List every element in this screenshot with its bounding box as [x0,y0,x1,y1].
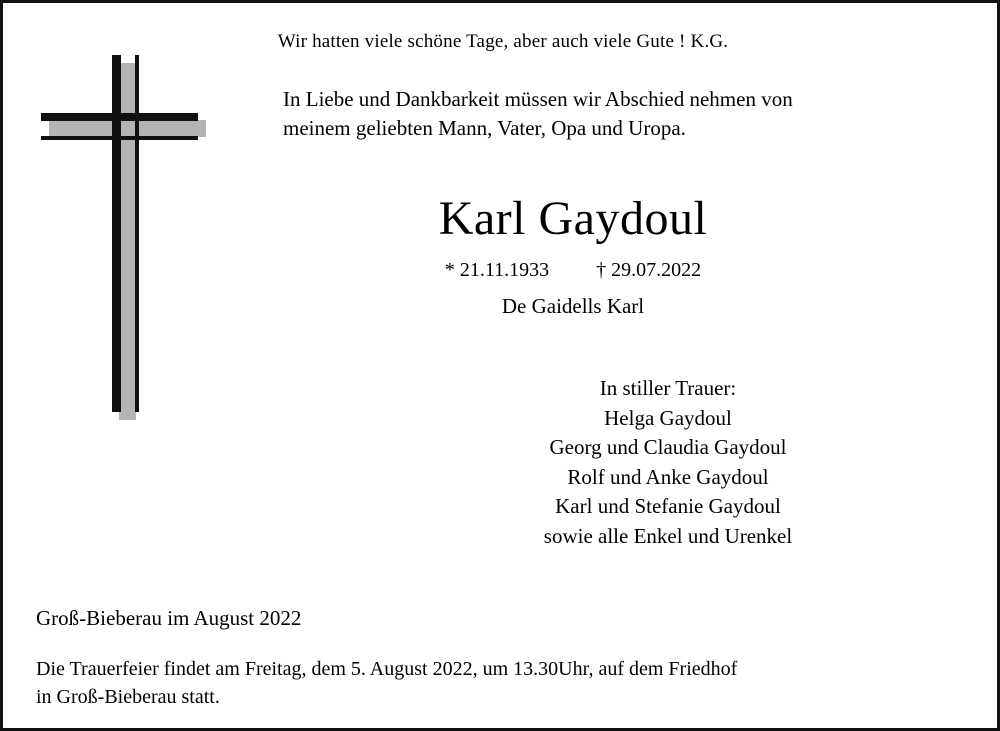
mourners-heading: In stiller Trauer: [599,376,737,400]
funeral-service-info [36,655,976,711]
deceased-name: Karl Gaydoul [438,192,708,245]
cross-vertical-bar-thin [135,55,139,412]
death-date: † 29.07.2022 [596,259,702,281]
service-line-2: in Groß-Bieberau statt. [36,686,220,708]
intro-line-1: In Liebe und Dankbarkeit müssen wir Abschied nehmen von [283,87,793,111]
mourner-item: Karl und Stefanie Gaydoul [555,494,781,518]
cross-horizontal-shadow [49,120,206,137]
cross-horizontal-bar-thin [41,136,198,140]
mourner-item: Rolf und Anke Gaydoul [567,464,769,489]
place-and-date: Groß-Bieberau im August 2022 [36,606,302,630]
mourner-item: Georg und Claudia Gaydoul [549,435,787,459]
cross-horizontal-bar [41,113,198,121]
life-dates [263,259,883,282]
cross-icon [41,55,206,420]
mourner-item: Helga Gaydoul [604,405,732,430]
mourners-block [403,374,933,551]
birth-date: * 21.11.1933 [444,259,550,281]
intro-line-2: meinem geliebten Mann, Vater, Opa und Uropa. [283,116,686,140]
nickname-text: De Gaidells Karl [501,294,645,318]
motto-text: Wir hatten viele schöne Tage, aber auch viele Gute ! K.G. [277,31,729,52]
cross-vertical-bar [112,55,121,412]
mourner-item: sowie alle Enkel und Urenkel [543,523,793,548]
intro-text [283,85,943,143]
service-line-1: Die Trauerfeier findet am Freitag, dem 5. August 2022, um 13.30Uhr, auf dem Friedhof [36,658,738,680]
